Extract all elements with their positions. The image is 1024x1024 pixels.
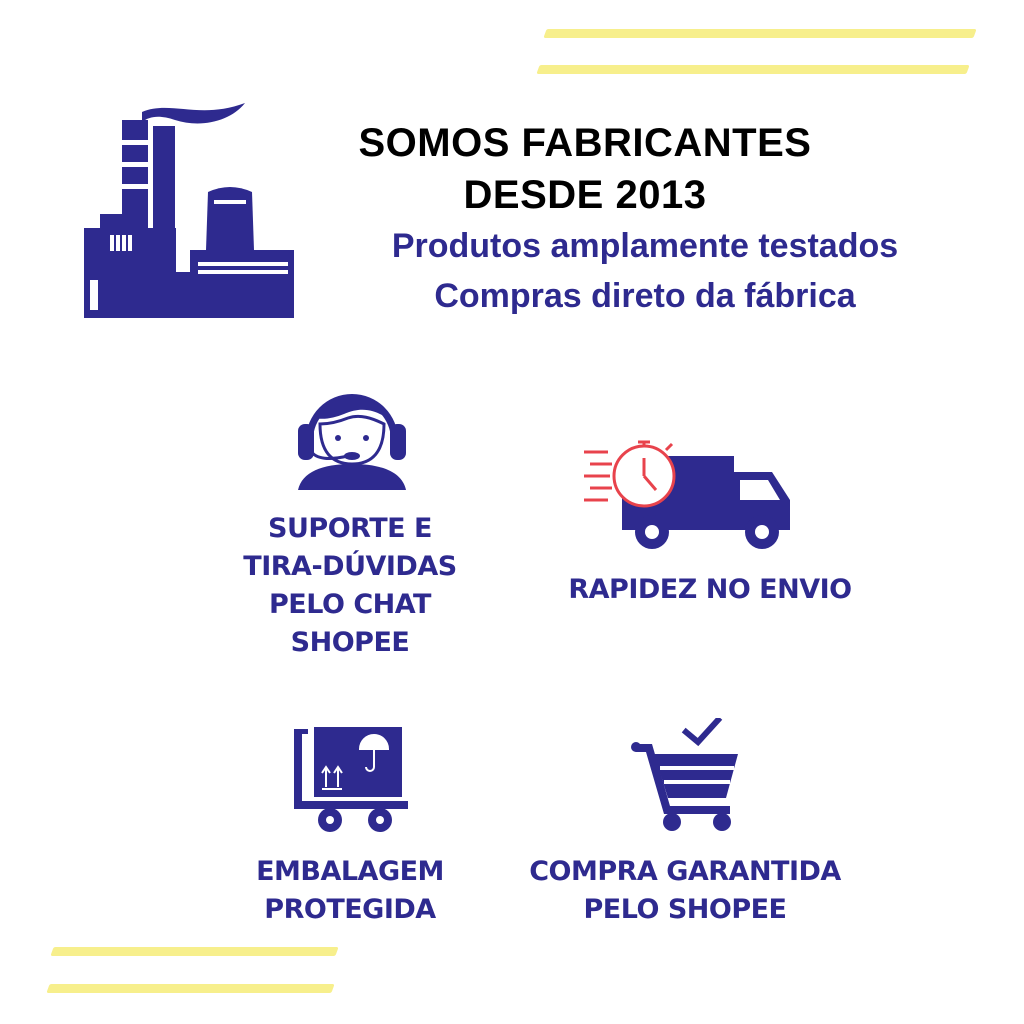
purchase-label-line: COMPRA GARANTIDA [529, 856, 841, 887]
decorative-stripe [543, 29, 976, 38]
fast-delivery-truck-icon [582, 432, 796, 554]
support-label-line: SHOPEE [290, 627, 410, 658]
header-title-line2: DESDE 2013 [463, 173, 707, 217]
factory-icon [80, 100, 300, 320]
packaging-label [230, 853, 470, 929]
support-label-line: SUPORTE E [268, 513, 432, 544]
packaging-label-line: PROTEGIDA [264, 894, 436, 925]
support-label [230, 510, 470, 662]
header-title-line1: SOMOS FABRICANTES [358, 121, 812, 165]
decorative-stripe [50, 947, 338, 956]
purchase-label-line: PELO SHOPEE [583, 894, 787, 925]
headset-agent-icon [292, 380, 412, 492]
support-label-line: PELO CHAT [269, 589, 431, 620]
header-subtitle-line2: Compras direto da fábrica [434, 277, 856, 315]
support-label-line: TIRA-DÚVIDAS [243, 551, 457, 582]
purchase-label [500, 853, 870, 929]
shipping-label: RAPIDEZ NO ENVIO [568, 574, 852, 605]
protected-package-cart-icon [292, 725, 412, 835]
shopping-cart-check-icon [630, 718, 742, 832]
decorative-stripe [46, 984, 334, 993]
decorative-stripe [536, 65, 969, 74]
packaging-label-line: EMBALAGEM [256, 856, 444, 887]
header-subtitle-line1: Produtos amplamente testados [391, 227, 899, 265]
